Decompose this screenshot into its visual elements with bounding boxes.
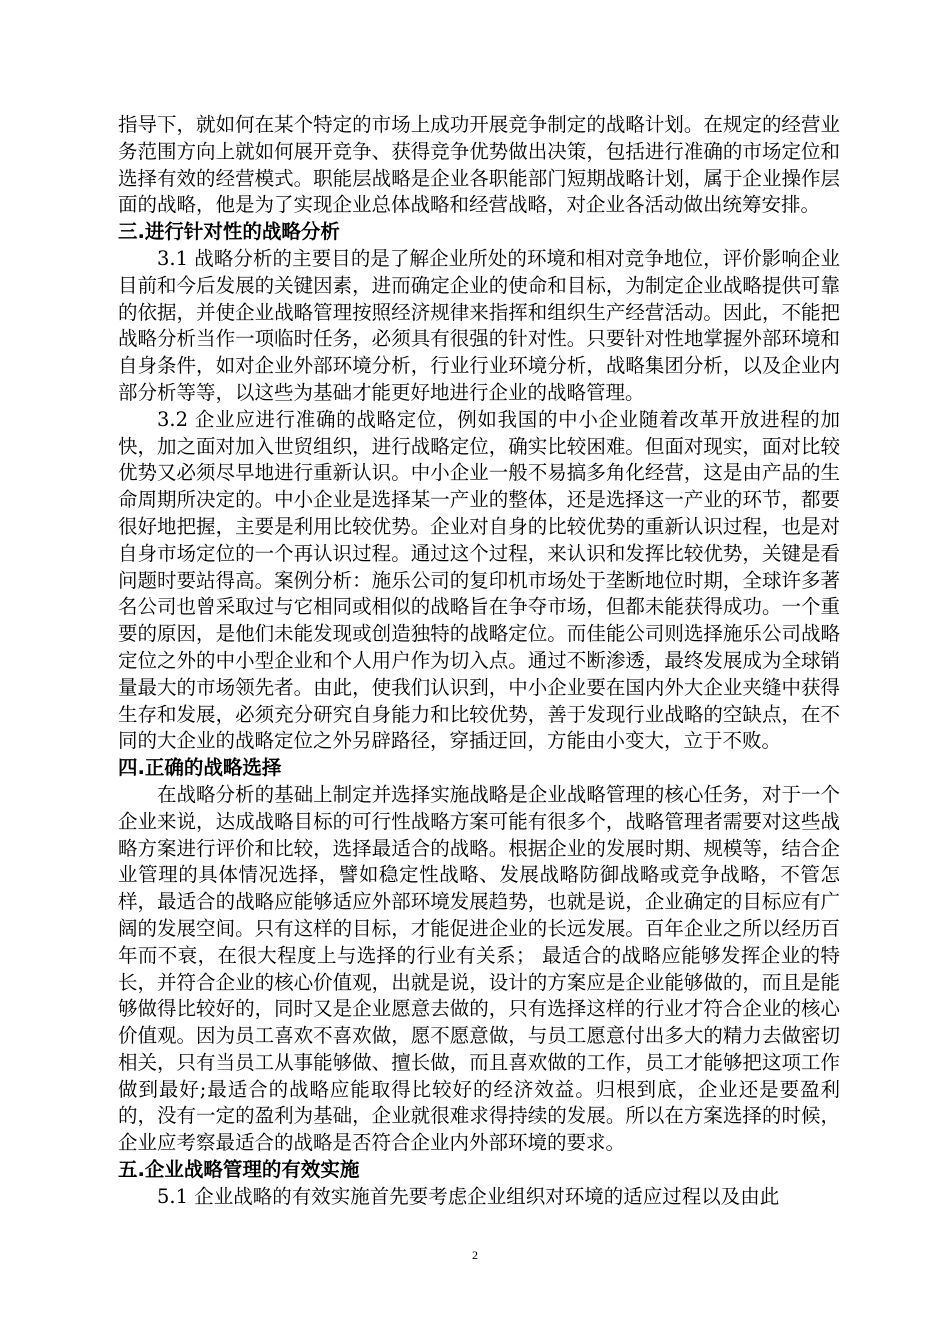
paragraph-continued: 指导下，就如何在某个特定的市场上成功开展竞争制定的战略计划。在规定的经营业务范围方向上就如何展开竞争、获得竞争优势做出决策，包括进行准确的市场定位和选择有效的经营模式。职能层战略是企业各职能部门短期战略计划，属于企业操作层面的战略，他是为了实现企业总体战略和经营战略，对企业各活动做出统筹安排。	[118, 113, 840, 217]
section-heading-3: 三.进行针对性的战略分析	[118, 220, 340, 244]
paragraph-3-2: 3.2 企业应进行准确的战略定位，例如我国的中小企业随着改革开放进程的加快，加之面对加入世贸组织，进行战略定位，确实比较困难。但面对现实，面对比较优势又必须尽早地进行重新认识。中小企业一般不易搞多角化经营，这是由产品的生命周期所决定的。中小企业是选择某一产业的整体，还是选择这一产业的环节，都要很好地把握，主要是利用比较优势。企业对自身的比较优势的重新认识过程，也是对自身市场定位的一个再认识过程。通过这个过程，来认识和发挥比较优势，关键是看问题时要站得高。案例分析：施乐公司的复印机市场处于垄断地位时期，全球许多著名公司也曾采取过与它相同或相似的战略旨在争夺市场，但都未能获得成功。一个重要的原因，是他们未能发现或创造独特的战略定位。而佳能公司则选择施乐公司战略定位之外的中小型企业和个人用户作为切入点。通过不断渗透，最终发展成为全球销量最大的市场领先者。由此，使我们认识到，中小企业要在国内外大企业夹缝中获得生存和发展，必须充分研究自身能力和比较优势，善于发现行业战略的空缺点，在不同的大企业的战略定位之外另辟路径，穿插迂回，方能由小变大，立于不败。	[118, 407, 840, 753]
paragraph-3-1: 3.1 战略分析的主要目的是了解企业所处的环境和相对竞争地位，评价影响企业目前和今后发展的关键因素，进而确定企业的使命和目标，为制定企业战略提供可靠的依据，并使企业战略管理按照经济规律来指挥和组织生产经营活动。因此，不能把战略分析当作一项临时任务，必须具有很强的针对性。只要针对性地掌握外部环境和自身条件，如对企业外部环境分析，行业行业环境分析，战略集团分析，以及企业内部分析等等，以这些为基础才能更好地进行企业的战略管理。	[118, 246, 840, 404]
document-body	[118, 112, 840, 1211]
section-heading-4: 四.正确的战略选择	[118, 756, 282, 780]
paragraph-4: 在战略分析的基础上制定并选择实施战略是企业战略管理的核心任务，对于一个企业来说，达成战略目标的可行性战略方案可能有很多个，战略管理者需要对这些战略方案进行评价和比较，选择最适合的战略。根据企业的发展时期、规模等，结合企业管理的具体情况选择，譬如稳定性战略、发展战略防御战略或竞争战略，不管怎样，最适合的战略应能够适应外部环境发展趋势，也就是说，企业确定的目标应有广阔的发展空间。只有这样的目标，才能促进企业的长远发展。百年企业之所以经历百年而不衰，在很大程度上与选择的行业有关系； 最适合的战略应能够发挥企业的特长，并符合企业的核心价值观，出就是说，设计的方案应是企业能够做的，而且是能够做得比较好的，同时又是企业愿意去做的，只有选择这样的行业才符合企业的核心价值观。因为员工喜欢不喜欢做，愿不愿意做，与员工愿意付出多大的精力去做密切相关，只有当员工从事能够做、擅长做，而且喜欢做的工作，员工才能够把这项工作做到最好;最适合的战略应能取得比较好的经济效益。归根到底，企业还是要盈利的，没有一定的盈利为基础，企业就很难求得持续的发展。所以在方案选择的时候，企业应考察最适合的战略是否符合企业内外部环境的要求。	[118, 782, 840, 1155]
section-heading-5: 五.企业战略管理的有效实施	[118, 1158, 360, 1182]
paragraph-5-1: 5.1 企业战略的有效实施首先要考虑企业组织对环境的适应过程以及由此	[157, 1184, 780, 1208]
page-number: 2	[472, 1248, 478, 1262]
